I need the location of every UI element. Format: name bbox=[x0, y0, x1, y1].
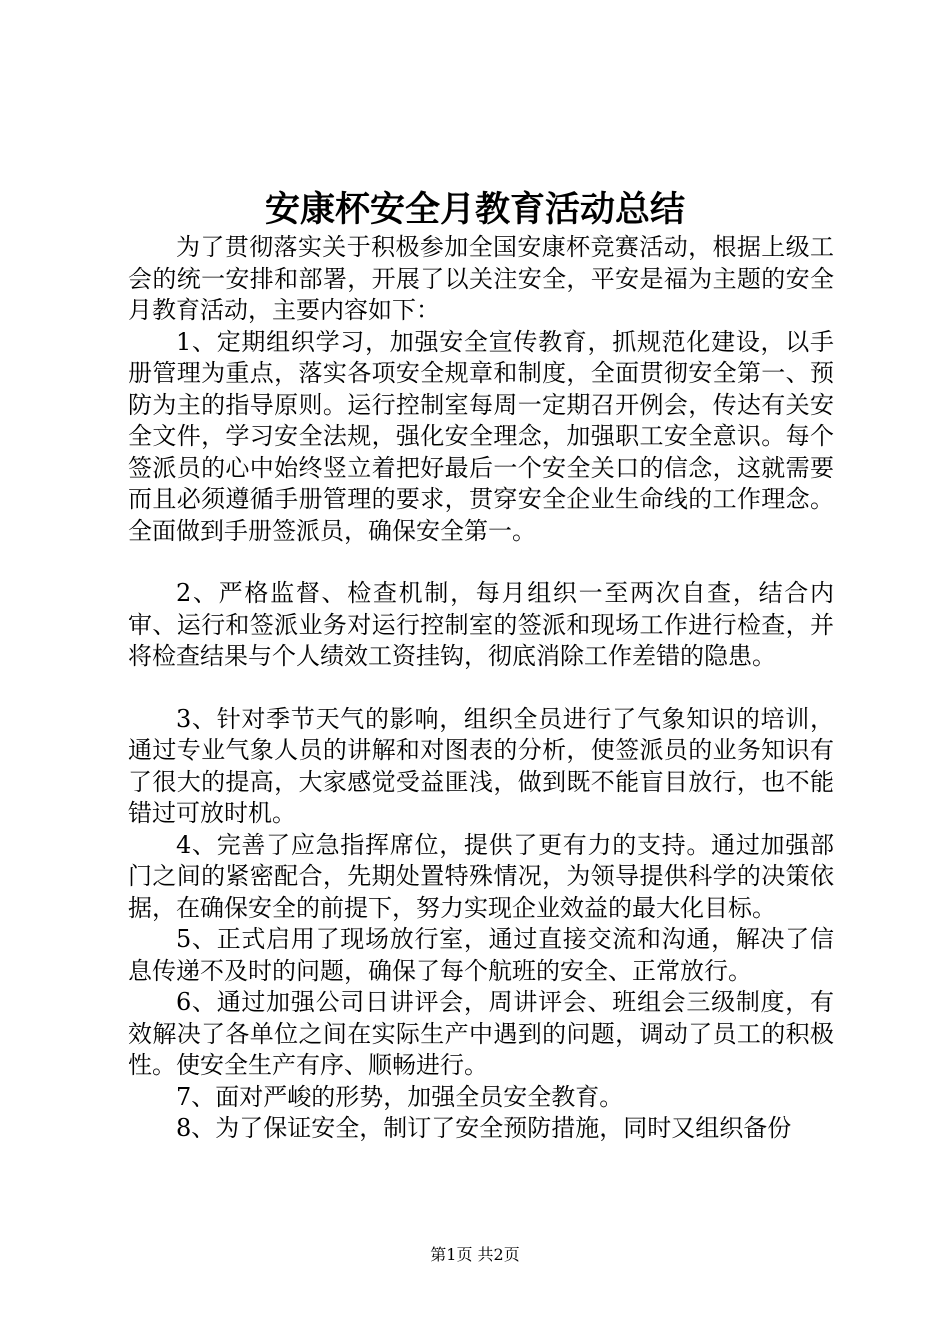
page-footer: 第1页 共2页 bbox=[430, 1245, 520, 1264]
paragraph-item-4: 4、完善了应急指挥席位，提供了更有力的支持。通过加强部门之间的紧密配合，先期处置特殊情况，为领导提供科学的决策依据，在确保安全的前提下，努力实现企业效益的最大化目标。 bbox=[128, 830, 834, 922]
paragraph-item-7: 7、面对严峻的形势，加强全员安全教育。 bbox=[176, 1082, 624, 1111]
paragraph-item-6: 6、通过加强公司日讲评会，周讲评会、班组会三级制度，有效解决了各单位之间在实际生产中遇到的问题，调动了员工的积极性。使安全生产有序、顺畅进行。 bbox=[128, 988, 834, 1079]
paragraph-item-5: 5、正式启用了现场放行室，通过直接交流和沟通，解决了信息传递不及时的问题，确保了每个航班的安全、正常放行。 bbox=[128, 925, 834, 985]
paragraph-item-1: 1、定期组织学习，加强安全宣传教育，抓规范化建设，以手册管理为重点，落实各项安全规章和制度，全面贯彻安全第一、预防为主的指导原则。运行控制室每周一定期召开例会，传达有关安全文件，学习安全法规，强化安全理念，加强职工安全意识。每个签派员的心中始终竖立着把好最后一个安全关口的信念，这就需要而且必须遵循手册管理的要求，贯穿安全企业生命线的工作理念。全面做到手册签派员，确保安全第一。 bbox=[128, 327, 834, 545]
paragraph-item-3: 3、针对季节天气的影响，组织全员进行了气象知识的培训，通过专业气象人员的讲解和对图表的分析，使签派员的业务知识有了很大的提高，大家感觉受益匪浅，做到既不能盲目放行，也不能错过可放时机。 bbox=[128, 704, 834, 827]
paragraph-intro: 为了贯彻落实关于积极参加全国安康杯竞赛活动，根据上级工会的统一安排和部署，开展了以关注安全，平安是福为主题的安全月教育活动，主要内容如下： bbox=[128, 233, 834, 324]
document-title: 安康杯安全月教育活动总结 bbox=[264, 190, 685, 230]
document-body bbox=[128, 232, 834, 1145]
paragraph-item-2: 2、严格监督、检查机制，每月组织一至两次自查，结合内审、运行和签派业务对运行控制室的签派和现场工作进行检查，并将检查结果与个人绩效工资挂钩，彻底消除工作差错的隐患。 bbox=[128, 579, 834, 670]
paragraph-item-8: 8、为了保证安全，制订了安全预防措施，同时又组织备份 bbox=[176, 1114, 792, 1142]
